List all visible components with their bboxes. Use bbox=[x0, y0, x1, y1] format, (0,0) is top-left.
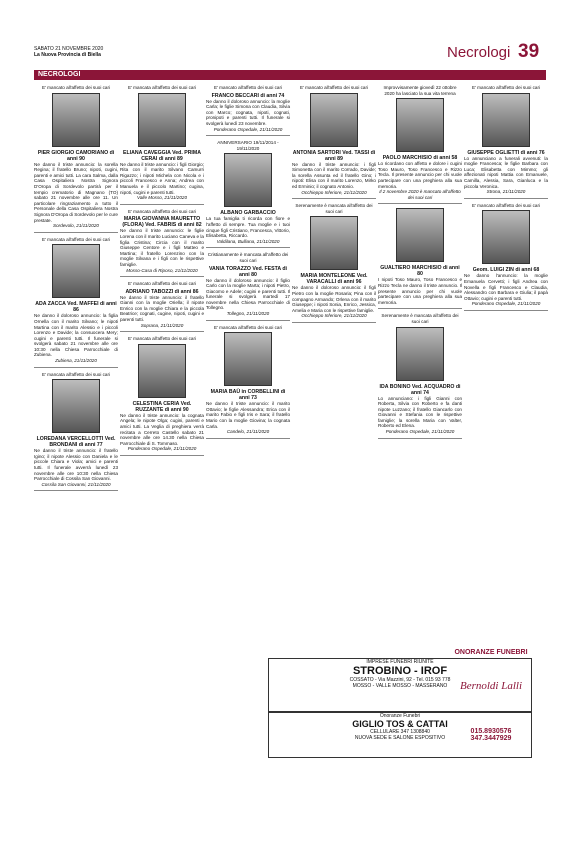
obituary bbox=[206, 140, 290, 248]
obituary bbox=[206, 252, 290, 320]
obituary-name: PAOLO MARCHISIO di anni 58 bbox=[382, 155, 458, 162]
obituary-intro: E' mancata all'affetto dei suoi cari bbox=[41, 371, 111, 377]
obituary-intro: E' mancato all'affetto dei suoi cari bbox=[471, 202, 541, 208]
obituary-intro: Cristianamente è mancata all'affetto dei suoi cari bbox=[207, 252, 289, 263]
ad-strobino-brand: STROBINO - IROF bbox=[352, 665, 448, 677]
obituary-place-date: Valdilana, Bulliana, 21/11/2020 bbox=[216, 238, 280, 244]
portrait-photo bbox=[310, 93, 358, 147]
ad-strobino-title: IMPRESE FUNEBRI RIUNITE bbox=[366, 659, 434, 665]
portrait-photo bbox=[224, 332, 272, 386]
portrait-photo bbox=[310, 216, 358, 270]
obituary-name: Geom. LUIGI ZIN di anni 68 bbox=[472, 267, 540, 274]
obituary-intro: ANNIVERSARIO 19/11/2014 - 19/11/2020 bbox=[217, 140, 279, 151]
obituary-intro: Serenamente è mancata all'affetto dei suoi cari bbox=[295, 203, 373, 214]
obituary bbox=[464, 85, 548, 199]
obituary bbox=[378, 313, 462, 438]
obituary bbox=[34, 372, 118, 492]
obituary bbox=[34, 237, 118, 368]
ad-strobino-line2: MOSSO - VALLE MOSSO - MASSERANO bbox=[352, 683, 448, 689]
portrait-photo bbox=[396, 327, 444, 381]
ad-giglio-line2: NUOVA SEDE E SALONE ESPOSITIVO bbox=[354, 735, 446, 741]
obituary-place-date: Mosso-Casa di Riposo, 21/11/2020 bbox=[126, 267, 198, 273]
obituary-intro: E' mancata all'affetto dei suoi cari bbox=[127, 85, 197, 90]
ad-giglio-title: Onoranze Funebri bbox=[379, 713, 421, 719]
portrait-photo bbox=[482, 210, 530, 264]
obituary-intro: E' mancata all'affetto dei suoi cari bbox=[213, 324, 283, 330]
obituary-intro: E' mancato all'affetto dei suoi cari bbox=[299, 85, 369, 90]
obituary bbox=[120, 85, 204, 205]
obituary-name: ALBANO GARBACCIO bbox=[220, 210, 276, 217]
ad-giglio-brand: GIGLIO TOS & CATTAI bbox=[352, 719, 448, 729]
obituary-intro: E' mancata all'affetto dei suoi cari bbox=[41, 236, 111, 242]
obituary-body: I nipoti Toso Mauro, Toso Francesco e Rizzo Tecla ne danno il triste annuncio. Il presente annuncio per chi vuole partecipare con una preghiera alla sua memoria. bbox=[378, 277, 462, 305]
obituary-body: Ne danno il doloroso annuncio: il figli Pietro con la moglie Rosaria; Pina con il compagno Armando; Orlena con il marito Giuseppe; i nipoti Sonia, Enrico, Jessica, Amelia e Maria con le rispettive famiglie. bbox=[292, 285, 376, 313]
obituary-intro: E' mancato all'affetto dei suoi cari bbox=[41, 85, 111, 90]
obituary bbox=[292, 85, 376, 199]
page-number: 39 bbox=[518, 41, 540, 62]
obituary-name: FRANCO BECCARI di anni 74 bbox=[211, 92, 285, 99]
obituary-intro: Serenamente è mancata all'affetto dei suoi cari bbox=[381, 313, 459, 324]
obituary-name: VANIA TORAZZO Ved. FESTA di anni 80 bbox=[208, 265, 287, 278]
ad-strobino-line: COSSATO - Via Mazzini, 92 - Tel. 015 93 778 bbox=[349, 677, 451, 683]
obituary-name: MARIA BAÙ in CORBELLINI di anni 73 bbox=[210, 389, 286, 402]
portrait-photo bbox=[52, 93, 100, 147]
obituary-name: GIUSEPPE OGLIETTI di anni 76 bbox=[467, 149, 545, 156]
page-title: Necrologi bbox=[447, 44, 511, 61]
ad-bernoldi-brand: Bernoldi Lalli bbox=[459, 680, 523, 692]
obituary-name: IDA BONINO Ved. ACQUADRO di anni 74 bbox=[379, 383, 461, 396]
portrait-photo bbox=[396, 208, 444, 262]
obituary bbox=[464, 203, 548, 311]
obituary-body: Ne danno il triste annuncio: la cognata Angela; le nipote Olga; cugini, parenti e amici tutti. La Veglia di preghiera verrà recitata a Cerreto Castello sabato 21 novembre alle ore 14.30 nella Chiesa Parrocchiale di S. Tommaso. bbox=[120, 412, 204, 446]
obituary-name: CELESTINA CERIA Ved. RUZZANTE di anni 90 bbox=[132, 400, 192, 413]
ad-bernoldi bbox=[445, 643, 537, 790]
ad-giglio-line: CELLULARE 347 1308840 bbox=[370, 729, 430, 735]
obituary-body: Ne danno il doloroso annuncio: la moglie Carla; le figlie Simona con Claudia, Silvia con Marco; cognata, nipoti, cognati, pronipoti e parenti tutti. Il funerale si svolgerà lunedì 23 novembre. bbox=[206, 98, 290, 126]
column-6 bbox=[464, 85, 548, 315]
obituary-body: Lo annunciano: i figli Gianni con Roberta, Silvia con Roberto e fa danti nipote Luzzano; il fratello Giancarlo con Giovanni e Stefania con le rispettive famiglie; la sorella Maria con Valter, Roberto ed Elena. bbox=[378, 395, 462, 429]
obituary-place-date: Soprana, 21/11/2020 bbox=[140, 322, 184, 328]
obituary-place-date: Ponderano Ospedale, 21/11/2020 bbox=[385, 429, 455, 435]
obituary-body: Ne danno il triste annuncio: le figlie Lorena con il marito Luciano Caneva e la figlia Cristina; Circia con il marito Giuseppe Centore e i figli Matteo e Martina; il fratello Lorenzino con la moglie Silvana e i figli con le rispettive famiglie. bbox=[120, 228, 204, 267]
header-date: SABATO 21 NOVEMBRE 2020 bbox=[34, 46, 104, 52]
column-2 bbox=[120, 85, 204, 460]
portrait-photo bbox=[138, 93, 186, 147]
obituary-body: Ne danno il doloroso annuncio: la figlia Ornella con il marito Silvano; le nipoti Martina con il marito Alessio e i piccoli Lorenzo e Davide; la consuocera Mery; cugini e parenti tutti. Il funerale si svolgerà sabato 21 novembre alle ore 10:30 nella Chiesa Parrocchiale di Zubiena. bbox=[34, 313, 118, 358]
obituary-body: Ne danno il triste annuncio: i figli Giorgio; Rita con il marito Silvano Camurri Rigazzo; i nipoti Michela con Nicola e i piccoli Francesco e Anna; Andrea con Manuela e il piccolo Martino; cugina, nipoti, cugini e parenti tutti. bbox=[120, 161, 204, 195]
obituary-place-date: Ponderano Ospedale, 21/11/2020 bbox=[213, 126, 283, 132]
obituary bbox=[378, 85, 462, 204]
section-band: NECROLOGI bbox=[34, 70, 546, 80]
column-4 bbox=[292, 85, 376, 327]
obituary-body: Ne danno il triste annuncio: la sorella Regina; il fratello Bruno; nipoti, cugini, parenti e amici tutti. La cara Salma, dalla Casa Ospitaliera Nostra Signora D'Oropa di Sordevolo partirà per il tempio crematorio di Magnano (TO) sabato 21 novembre alle ore 11. Un particolare ringraziamento a tutto il Personale della Casa Ospitaliera Nostra Signora D'Oropa di Sordevolo per le cure prestate. bbox=[34, 161, 118, 223]
obituary-body: Ne danno il triste annuncio: il fratello Igino; il nipote Alessio con Daniela e le piccole Chiara e Viola; amici e parenti tutti. Il funerale avverrà lunedì 23 novembre alle ore 10:30 nella Chiesa Parrocchiale di Cossila San Giovanni. bbox=[34, 448, 118, 482]
obituary-place-date: Occhieppo Inferiore, 21/11/2020 bbox=[301, 313, 367, 319]
portrait-photo bbox=[396, 98, 444, 152]
obituary-place-date: Zubiena, 21/11/2020 bbox=[55, 358, 97, 364]
obituary-name: MARIA GIOVANNA MAURETTO (FLORA) Ved. FABRIS di anni 82 bbox=[122, 216, 202, 229]
obituary-place-date: Occhieppo Inferiore, 21/11/2020 bbox=[301, 189, 367, 195]
obituary-body: Ne danno il triste annuncio: il marito Ottavio; le figlie Alessandra; Erica con il marito Fabio e figli Iris e Sara; il fratello Mario con la moglie Giovina; la cognata Carla. bbox=[206, 401, 290, 429]
obituary-intro: E' mancato all'affetto dei suoi cari bbox=[471, 85, 541, 90]
obituary-intro: E' mancata all'affetto dei suoi cari bbox=[127, 208, 197, 214]
obituary-name: ELIANA CAVEGGIA Ved. PRIMA CERAI di anni 89 bbox=[123, 149, 201, 162]
obituary-place-date: Strona, 21/11/2020 bbox=[486, 189, 526, 195]
obituary-place-date: Cossila San Giovanni, 21/11/2020 bbox=[41, 481, 111, 487]
obituary-intro: E' mancato all'affetto dei suoi cari bbox=[213, 85, 283, 90]
obituary bbox=[120, 281, 204, 332]
obituary-place-date: Ponderano Ospedale, 21/11/2020 bbox=[471, 301, 541, 307]
header-info bbox=[34, 46, 103, 58]
obituary-name: ANTONIA SARTORI Ved. TASSI di anni 89 bbox=[292, 149, 376, 162]
header-paper: La Nuova Provincia di Biella bbox=[34, 52, 101, 58]
column-1 bbox=[34, 85, 118, 495]
obituary bbox=[34, 85, 118, 233]
obituary bbox=[120, 336, 204, 456]
obituary-name: PIER GIORGIO CAMORIANO di anni 90 bbox=[37, 149, 115, 162]
obituary-name: MARIA MONTELEONE Ved. VARACALLI di anni 96 bbox=[300, 273, 368, 286]
portrait-photo bbox=[224, 153, 272, 207]
obituary-intro: E' mancata all'affetto dei suoi cari bbox=[127, 336, 197, 342]
obituary-intro: E' mancato all'affetto dei suoi cari bbox=[127, 281, 197, 287]
ad-bernoldi-title: ONORANZE FUNEBRI bbox=[454, 649, 528, 656]
obituary-place-date: Sordevolo, 21/11/2020 bbox=[53, 223, 99, 229]
obituary-body: Lo annunciano a funerali avvenuti: la moglie Francesca; le figlie Barbara con Luca; Elisabetta con Mimmo; gli affezionati nipoti Mattia con Emanuele, Camilla, Alessia, Sara, Gianluca e la piccola Veronica. bbox=[464, 155, 548, 189]
obituary-place-date: Il 2 novembre 2020 è mancato all'affetto dei suoi cari bbox=[379, 189, 461, 200]
obituary-body: Lo ricordano con affetto e dolore i cugini Toso Mauro, Toso Francesco e Rizzo Tecla. Il presente annuncio per chi vuole partecipare con una preghiera alla sua memoria. bbox=[378, 161, 462, 189]
obituary-place-date: Candelo, 21/11/2020 bbox=[226, 429, 270, 435]
obituary-body: Ne danno l'annuncio: la moglie Emanuela Cervetti; i figli Andrea con Novella e figli Francesco e Claudia, Alessandro con Barbara e Giulia; il papà Ottavio; cugini e parenti tutti. bbox=[464, 273, 548, 301]
obituary-name: GUALTIERO MARCHISIO di anni 80 bbox=[380, 265, 460, 278]
obituary-place-date: Ponderano Ospedale, 21/11/2020 bbox=[127, 446, 197, 452]
obituary-body: La tua famiglia ti ricorda con fiore e l'affetto di sempre. Tua moglie e i tuoi cinque figli Cristiano, Francesca, Vittorio, Elisabetta, Riccardo. bbox=[206, 216, 290, 239]
obituary bbox=[120, 209, 204, 277]
obituary-intro: Improvvisamente giovedì 22 ottobre 2020 ha lasciato la sua vita terrena bbox=[383, 85, 457, 96]
obituary-body: Ne danno il doloroso annuncio: il figlio Carlo con la moglie Marta; i nipoti Pietro, Giacomo e Adele; cugini e parenti tutti. Il funerale si svolgerà martedì 17 novembre nella Chiesa Parrocchiale di Tollegno. bbox=[206, 277, 290, 311]
portrait-photo bbox=[482, 93, 530, 147]
obituary bbox=[206, 85, 290, 136]
portrait-photo bbox=[138, 344, 186, 398]
obituary bbox=[292, 203, 376, 323]
portrait-photo bbox=[52, 244, 100, 298]
obituary-name: ADA ZACCA Ved. MAFFEI di anni 86 bbox=[35, 301, 117, 314]
obituary-body: Ne danno il triste annuncio: i figli Simonetta con il marito Corrado, Davide; la sorella Assunta ed il fratello Gino; i nipoti: Elisa con il marito Lorenzo, Mirko ed Erminio; il cognato Antonio. bbox=[292, 161, 376, 189]
obituary-place-date: Valle Mosso, 21/11/2020 bbox=[136, 195, 188, 201]
obituary-name: LOREDANA VERCELLOTTI Ved. BRONDANI di anni 77 bbox=[36, 436, 116, 449]
ad-bernoldi-line: 015.8930576 bbox=[470, 728, 512, 735]
column-5 bbox=[378, 85, 462, 443]
portrait-photo bbox=[52, 379, 100, 433]
obituary-body: Ne danno il triste annuncio: il fratello Gianni con la moglie Oriella; il nipote Enrico con la moglie Chiara e la piccola Beatrice; cognati, cugine, nipoti, cugini e parenti tutti. bbox=[120, 294, 204, 323]
obituary-place-date: Tollegno, 21/11/2020 bbox=[226, 311, 270, 317]
column-3 bbox=[206, 85, 290, 443]
obituary bbox=[378, 208, 462, 309]
ad-bernoldi-line2: 347.3447929 bbox=[470, 735, 512, 742]
obituary-name: ADRIANO TABOZZI di anni 86 bbox=[125, 288, 199, 295]
obituary bbox=[206, 325, 290, 439]
